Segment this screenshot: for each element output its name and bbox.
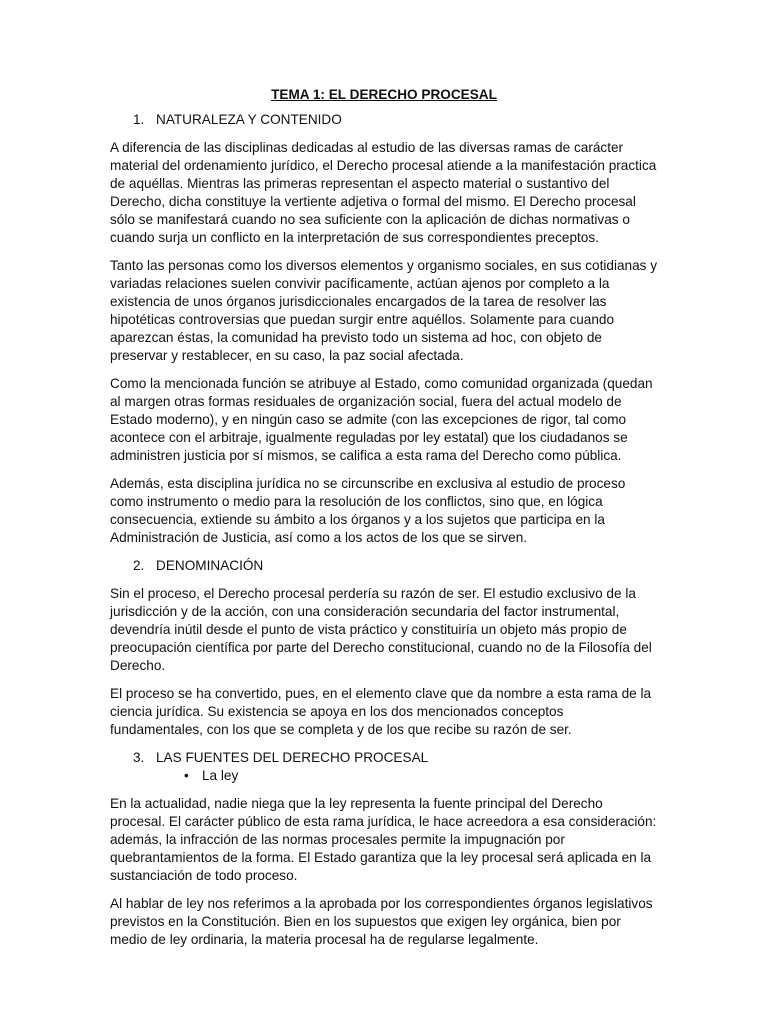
paragraph: Además, esta disciplina jurídica no se circunscribe en exclusiva al estudio de proceso como instrumento o medio para la resolución de los conflictos, sino que, en lógica consecuencia, extiende su ámbito a los órganos y a los sujetos que participa en la Administración de Justicia, así como a los actos de los que se sirven. (110, 476, 626, 545)
paragraph: Tanto las personas como los diversos elementos y organismo sociales, en sus cotidianas y variadas relaciones suelen convivir pacíficamente, actúan ajenos por completo a la existencia de unos órganos jurisdiccionales encargados de la tarea de resolver las hipotéticas controversias que puedan surgir entre aquéllos. Solamente para cuando aparezcan éstas, la comunidad ha previsto todo un sistema ad hoc, con objeto de preservar y restablecer, en su caso, la paz social afectada. (110, 258, 658, 363)
section-title: NATURALEZA Y CONTENIDO (156, 112, 342, 127)
section-title: LAS FUENTES DEL DERECHO PROCESAL (156, 750, 429, 765)
paragraph: Al hablar de ley nos referimos a la aprobada por los correspondientes órganos legislativos previstos en la Constitución. Bien en los supuestos que exigen ley orgánica, bien por medio de ley ordinaria, la materia procesal ha de regularse legalmente. (110, 896, 653, 947)
bullet-icon: • (184, 768, 189, 783)
section-heading (110, 111, 658, 129)
page-title: TEMA 1: EL DERECHO PROCESAL (271, 87, 497, 102)
section-heading (110, 749, 658, 767)
paragraph: Como la mencionada función se atribuye al Estado, como comunidad organizada (quedan al margen otras formas residuales de organización social, fuera del actual modelo de Estado moderno), y en ningún caso se admite (con las excepciones de rigor, tal como acontece con el arbitraje, igualmente reguladas por ley estatal) que los ciudadanos se administren justicia por sí mismos, se califica a esta rama del Derecho como pública. (110, 376, 653, 463)
paragraph: En la actualidad, nadie niega que la ley representa la fuente principal del Derecho procesal. El carácter público de esta rama jurídica, le hace acreedora a esa consideración: además, la infracción de las normas procesales permite la impugnación por quebrantamientos de la forma. El Estado garantiza que la ley procesal será aplicada en la sustanciación de todo proceso. (110, 796, 657, 883)
section-number: 3. (133, 750, 145, 765)
section-number: 1. (133, 112, 145, 127)
bullet-label: La ley (202, 768, 239, 783)
section-title: DENOMINACIÓN (156, 558, 264, 573)
section-number: 2. (133, 558, 145, 573)
paragraph: El proceso se ha convertido, pues, en el elemento clave que da nombre a esta rama de la ciencia jurídica. Su existencia se apoya en los dos mencionados conceptos fundamentales, con los que se completa y de los que recibe su razón de ser. (110, 686, 652, 737)
paragraph: A diferencia de las disciplinas dedicadas al estudio de las diversas ramas de carácter material del ordenamiento jurídico, el Derecho procesal atiende a la manifestación practica de aquéllas. Mientras las primeras representan el aspecto material o sustantivo del Derecho, dicha constituye la vertiente adjetiva o formal del mismo. El Derecho procesal sólo se manifestará cuando no sea suficiente con la aplicación de dichas normativas o cuando surja un conflicto en la interpretación de sus correspondientes preceptos. (110, 140, 657, 245)
paragraph: Sin el proceso, el Derecho procesal perdería su razón de ser. El estudio exclusivo de la jurisdicción y de la acción, con una consideración secundaria del factor instrumental, devendría inútil desde el punto de vista práctico y constituiría un objeto más propio de preocupación científica por parte del Derecho constitucional, cuando no de la Filosofía del Derecho. (110, 586, 652, 673)
bullet-item (110, 767, 658, 785)
document-body (110, 86, 658, 959)
section-heading (110, 557, 658, 575)
